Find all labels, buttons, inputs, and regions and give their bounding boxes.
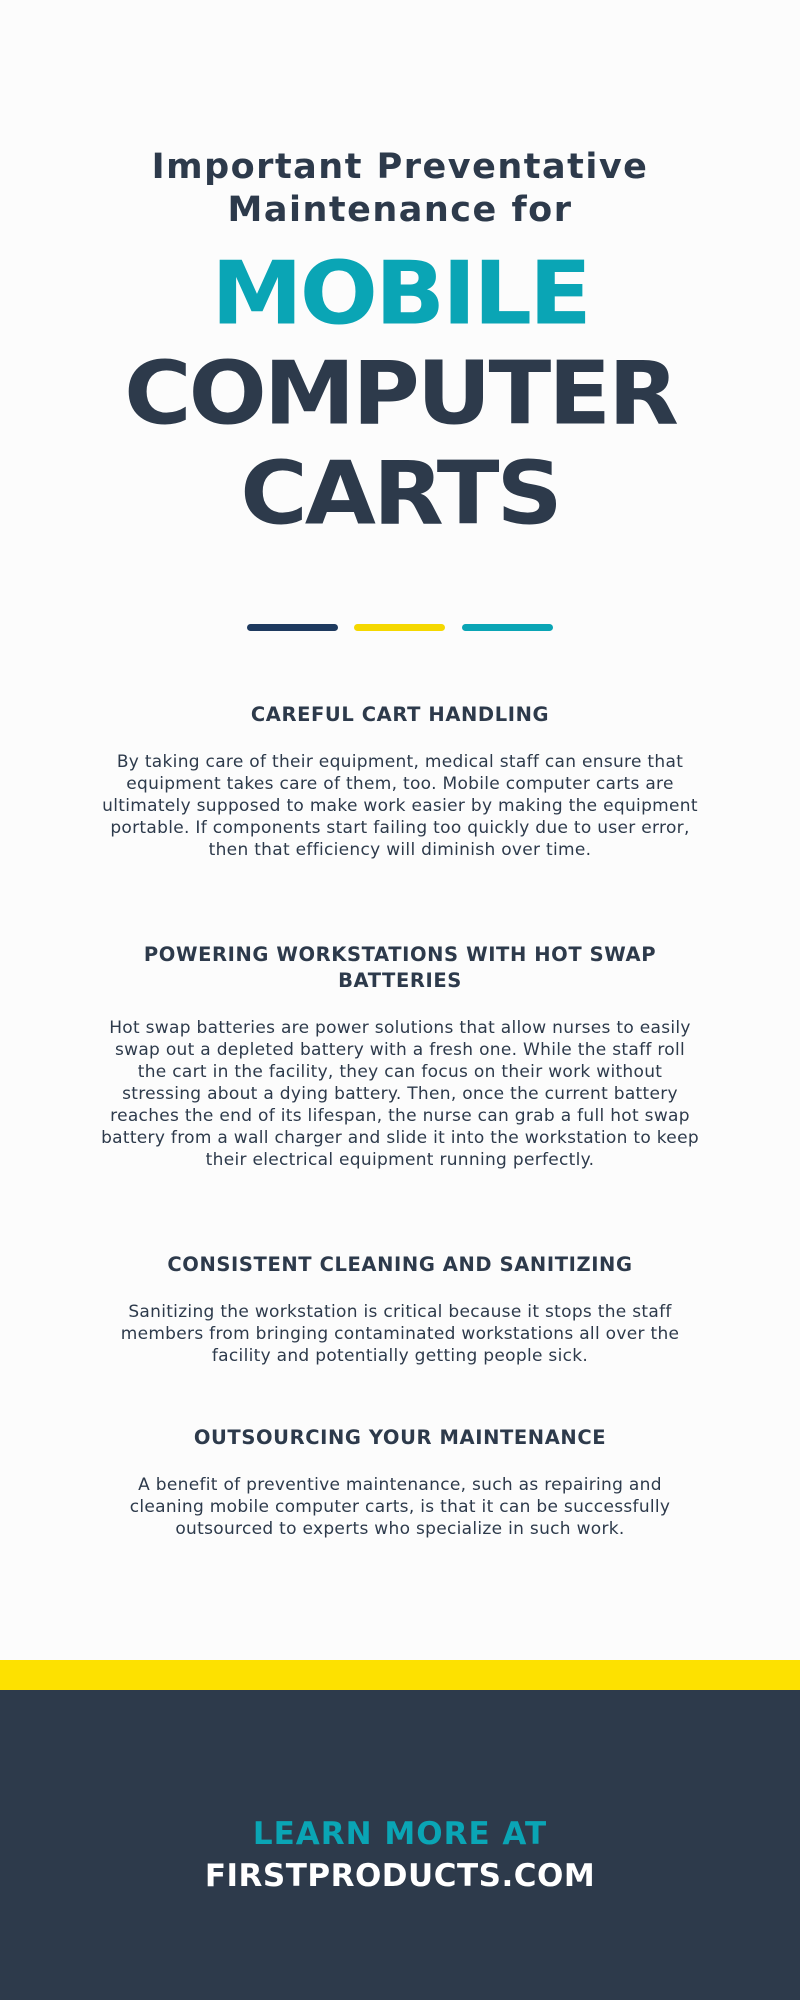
divider-yellow — [354, 624, 445, 631]
footer-website-link[interactable]: FIRSTPRODUCTS.COM — [204, 1858, 596, 1894]
section-cleaning-sanitizing — [100, 1252, 700, 1367]
subtitle-line-1: Important Preventative — [151, 147, 649, 187]
footer — [0, 1690, 800, 2000]
divider-teal — [462, 624, 553, 631]
title-mobile: MOBILE — [211, 242, 589, 345]
title-carts: CARTS — [240, 442, 560, 545]
title-computer: COMPUTER — [124, 342, 676, 445]
section-body: A benefit of preventive maintenance, such as repairing and cleaning mobile computer carts, is that it can be successfully outsourced to experts who specialize in such work. — [129, 1475, 671, 1539]
section-body: By taking care of their equipment, medical staff can ensure that equipment takes care of them, too. Mobile computer carts are ultimately supposed to make work easier by making the equipment portable. If components start failing too quickly due to user error, then that efficiency will diminish over time. — [102, 752, 698, 860]
section-heading: OUTSOURCING YOUR MAINTENANCE — [193, 1426, 607, 1449]
section-outsourcing-maintenance — [100, 1425, 700, 1540]
divider-dark-blue — [247, 624, 338, 631]
section-heading: CAREFUL CART HANDLING — [250, 703, 550, 726]
subtitle-line-2: Maintenance for — [227, 190, 573, 230]
section-heading: POWERING WORKSTATIONS WITH HOT SWAP BATTERIES — [143, 943, 657, 992]
footer-accent-band — [0, 1660, 800, 1690]
section-body: Sanitizing the workstation is critical because it stops the staff members from bringing contaminated workstations all over the facility and potentially getting people sick. — [120, 1302, 680, 1366]
color-dividers — [247, 624, 553, 631]
section-body: Hot swap batteries are power solutions that allow nurses to easily swap out a depleted battery with a fresh one. While the staff roll the cart in the facility, they can focus on their work without stressing about a dying battery. Then, once the current battery reaches the end of its lifespan, the nurse can grab a full hot swap battery from a wall charger and slide it into the workstation to keep their electrical equipment running perfectly. — [101, 1018, 699, 1170]
title-block — [0, 146, 800, 544]
footer-cta-label: LEARN MORE AT — [252, 1816, 548, 1852]
section-careful-cart-handling — [100, 702, 700, 861]
section-heading: CONSISTENT CLEANING AND SANITIZING — [167, 1253, 633, 1276]
section-hot-swap-batteries — [100, 942, 700, 1171]
